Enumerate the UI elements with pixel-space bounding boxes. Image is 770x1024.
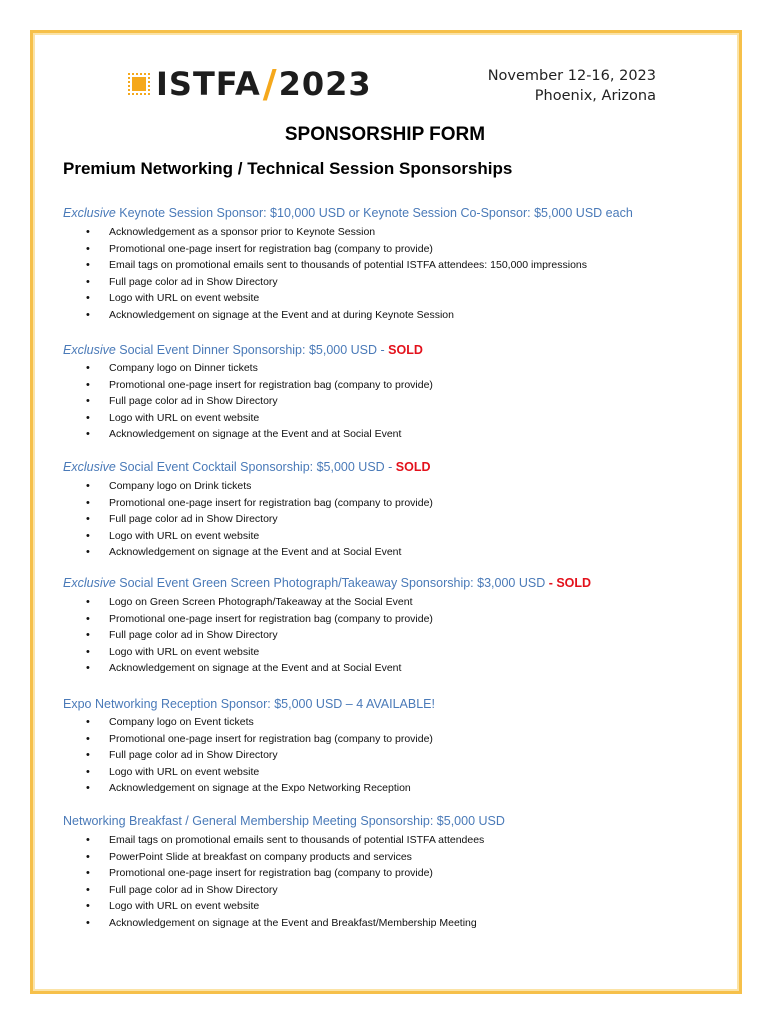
list-item: • Logo with URL on event website bbox=[86, 764, 433, 781]
section-heading-text: Social Event Green Screen Photograph/Takeaway Sponsorship: $3,000 USD bbox=[115, 576, 546, 590]
benefits-list bbox=[86, 224, 587, 324]
list-item: • Company logo on Dinner tickets bbox=[86, 360, 433, 377]
section-heading bbox=[63, 697, 435, 711]
logo-year: 2023 bbox=[278, 65, 372, 103]
list-item: • Full page color ad in Show Directory bbox=[86, 882, 484, 899]
section-heading-text: Social Event Cocktail Sponsorship: $5,000 USD - bbox=[115, 460, 396, 474]
sold-badge: - SOLD bbox=[545, 576, 592, 590]
logo-slash: / bbox=[262, 62, 277, 106]
list-item: • Logo with URL on event website bbox=[86, 528, 433, 545]
event-dates: November 12-16, 2023 bbox=[487, 68, 656, 84]
list-item: • Full page color ad in Show Directory bbox=[86, 747, 433, 764]
section-heading bbox=[63, 814, 505, 828]
section-heading-text: Social Event Dinner Sponsorship: $5,000 USD - bbox=[115, 343, 389, 357]
list-item: • Acknowledgement on signage at the Event and at Social Event bbox=[86, 544, 433, 561]
list-item: • Full page color ad in Show Directory bbox=[86, 393, 433, 410]
section-heading-text: Networking Breakfast / General Membership Meeting Sponsorship: $5,000 USD bbox=[63, 814, 505, 828]
exclusive-label: Exclusive bbox=[63, 206, 116, 220]
logo-word: ISTFA bbox=[156, 65, 261, 103]
benefits-list bbox=[86, 360, 433, 443]
section-heading bbox=[63, 460, 431, 474]
list-item: • Logo with URL on event website bbox=[86, 410, 433, 427]
page-title: SPONSORSHIP FORM bbox=[284, 124, 486, 145]
list-item: • Acknowledgement on signage at the Event and at Social Event bbox=[86, 660, 433, 677]
benefits-list bbox=[86, 714, 433, 797]
list-item: • Logo with URL on event website bbox=[86, 290, 587, 307]
benefits-list bbox=[86, 478, 433, 561]
chip-icon bbox=[126, 71, 152, 97]
list-item: • Company logo on Drink tickets bbox=[86, 478, 433, 495]
exclusive-label: Exclusive bbox=[63, 576, 116, 590]
list-item: • Full page color ad in Show Directory bbox=[86, 627, 433, 644]
list-item: • Promotional one-page insert for registration bag (company to provide) bbox=[86, 241, 587, 258]
section-heading-text: Expo Networking Reception Sponsor: $5,000 USD – 4 AVAILABLE! bbox=[63, 697, 435, 711]
event-location: Phoenix, Arizona bbox=[534, 88, 656, 104]
list-item: • Acknowledgement on signage at the Event and at Social Event bbox=[86, 426, 433, 443]
list-item: • Logo with URL on event website bbox=[86, 898, 484, 915]
list-item: • Promotional one-page insert for registration bag (company to provide) bbox=[86, 865, 484, 882]
list-item: • Logo with URL on event website bbox=[86, 644, 433, 661]
section-heading bbox=[63, 343, 423, 357]
exclusive-label: Exclusive bbox=[63, 343, 116, 357]
exclusive-label: Exclusive bbox=[63, 460, 116, 474]
list-item: • Logo on Green Screen Photograph/Takeaway at the Social Event bbox=[86, 594, 433, 611]
sold-badge: SOLD bbox=[388, 343, 423, 357]
list-item: • Email tags on promotional emails sent to thousands of potential ISTFA attendees: 150,000 impressions bbox=[86, 257, 587, 274]
event-info bbox=[488, 66, 656, 106]
list-item: • Promotional one-page insert for registration bag (company to provide) bbox=[86, 377, 433, 394]
section-heading-text: Keynote Session Sponsor: $10,000 USD or Keynote Session Co-Sponsor: $5,000 USD each bbox=[115, 206, 633, 220]
section-heading bbox=[63, 206, 633, 220]
benefits-list bbox=[86, 594, 433, 677]
list-item: • Full page color ad in Show Directory bbox=[86, 274, 587, 291]
section-heading bbox=[63, 576, 591, 590]
list-item: • Email tags on promotional emails sent to thousands of potential ISTFA attendees bbox=[86, 832, 484, 849]
list-item: • Acknowledgement on signage at the Expo Networking Reception bbox=[86, 780, 433, 797]
list-item: • Acknowledgement on signage at the Event and Breakfast/Membership Meeting bbox=[86, 915, 484, 932]
list-item: • Promotional one-page insert for registration bag (company to provide) bbox=[86, 495, 433, 512]
list-item: • PowerPoint Slide at breakfast on company products and services bbox=[86, 849, 484, 866]
sold-badge: SOLD bbox=[395, 460, 431, 474]
list-item: • Acknowledgement as a sponsor prior to Keynote Session bbox=[86, 224, 587, 241]
list-item: • Promotional one-page insert for registration bag (company to provide) bbox=[86, 731, 433, 748]
list-item: • Company logo on Event tickets bbox=[86, 714, 433, 731]
benefits-list bbox=[86, 832, 484, 932]
page-subtitle: Premium Networking / Technical Session Sponsorships bbox=[63, 159, 513, 178]
list-item: • Promotional one-page insert for registration bag (company to provide) bbox=[86, 611, 433, 628]
list-item: • Full page color ad in Show Directory bbox=[86, 511, 433, 528]
list-item: • Acknowledgement on signage at the Event and at during Keynote Session bbox=[86, 307, 587, 324]
istfa-logo bbox=[126, 62, 372, 106]
